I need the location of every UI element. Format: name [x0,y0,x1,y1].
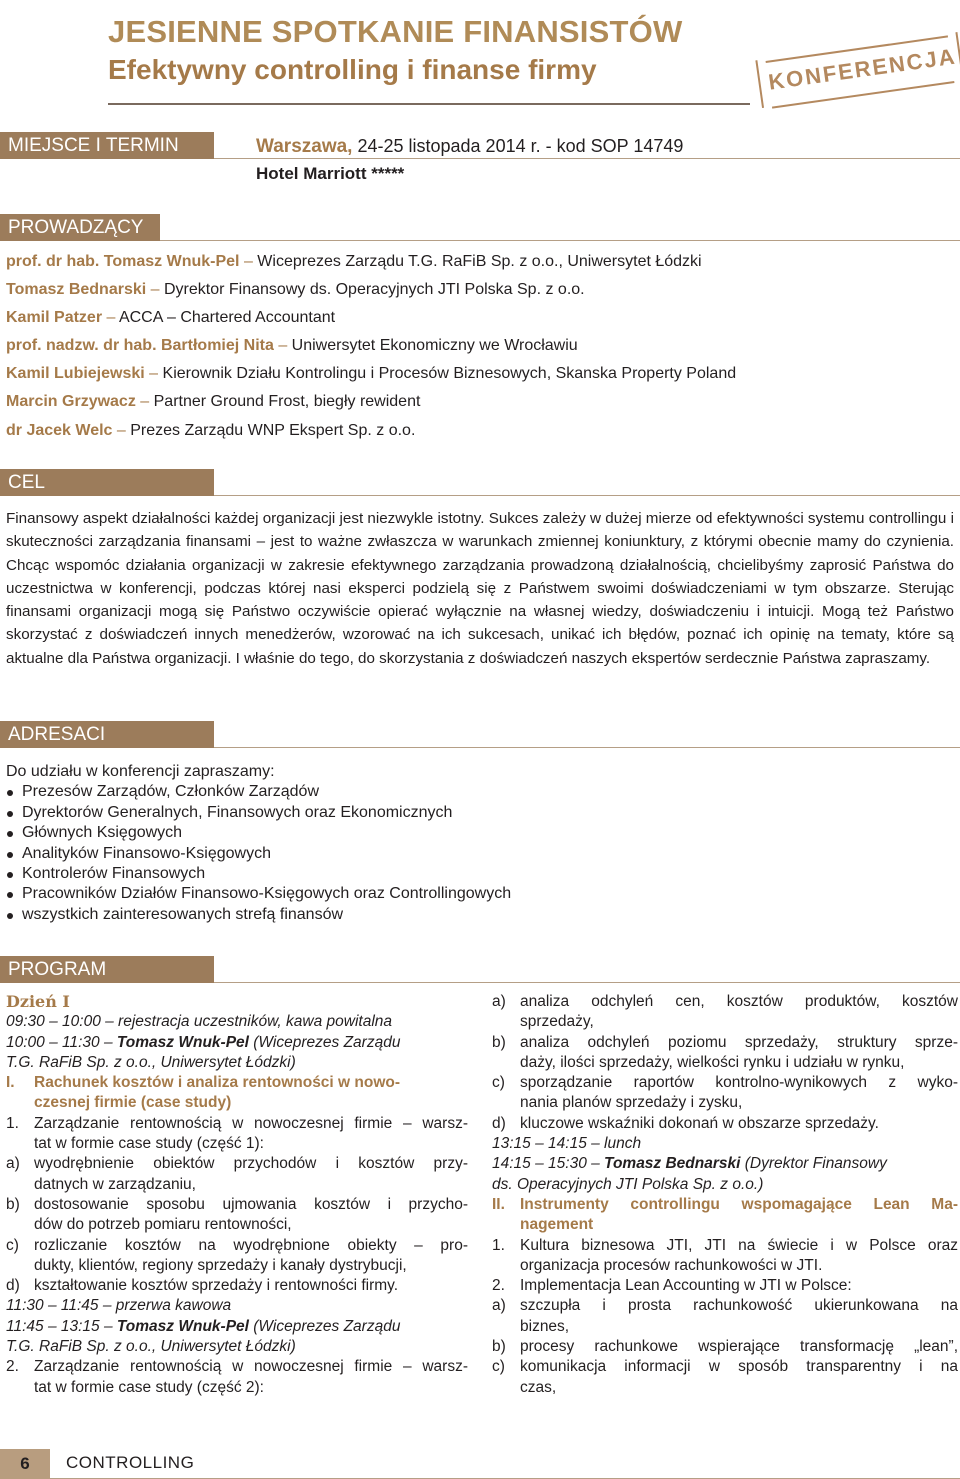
audience-block [6,762,511,925]
program-item [492,992,958,1012]
leader-row [6,308,335,328]
program-item [6,1236,468,1256]
program-speaker-line [6,1317,468,1337]
leader-role: Uniwersytet Ekonomiczny we Wrocławiu [291,337,578,354]
section-header-program: PROGRAM [0,956,214,983]
conference-title: JESIENNE SPOTKANIE FINANSISTÓW [108,14,683,49]
program-item-label: c) [492,1358,505,1376]
leader-separator: – [135,393,154,410]
program-item [492,1337,958,1357]
program-item [492,1012,958,1032]
program-item [492,1276,958,1296]
leader-name: Marcin Grzywacz [6,393,136,410]
leader-role: Prezes Zarządu WNP Ekspert Sp. z o.o. [130,422,416,439]
audience-item: Kontrolerów Finansowych [6,864,511,884]
program-item [492,1236,958,1256]
footer-label: CONTROLLING [66,1453,195,1472]
leader-separator: – [239,253,258,270]
page-number: 6 [0,1449,50,1479]
program-item [6,1195,468,1215]
program-item-text: sprzedaży, [520,1013,594,1031]
place-hotel: Hotel Marriott ***** [256,164,405,183]
leader-role: ACCA – Chartered Accountant [118,309,336,326]
program-item-text: rozliczanie kosztów na wyodrębnione obiekty – pro- [34,1236,468,1254]
section-rule [160,240,960,241]
program-item [492,1033,958,1053]
program-time-line: ds. Operacyjnych JTI Polska Sp. z o.o.) [492,1175,764,1193]
program-item-text: procesy rachunkowe wspierające transformację „lean”, [520,1338,958,1356]
program-item-text: Zarządzanie rentownością w nowoczesnej firmie – warsz- [34,1358,468,1376]
audience-item: Prezesów Zarządów, Członków Zarządów [6,782,511,802]
program-speaker-name: Tomasz Bednarski [604,1155,741,1173]
audience-item: Głównych Księgowych [6,823,511,843]
program-time-line: T.G. RaFiB Sp. z o.o., Uniwersytet Łódzki) [6,1053,296,1071]
program-time-line: 11:30 – 11:45 – przerwa kawowa [6,1297,232,1315]
program-item-label: 1. [6,1114,19,1132]
section-rule [214,982,960,983]
program-item-label: 2. [492,1277,505,1295]
program-item-label: c) [6,1236,19,1254]
leader-name: prof. dr hab. Tomasz Wnuk-Pel [6,253,240,270]
program-item-text: czesnej firmie (case study) [34,1094,232,1112]
program-module-title [492,1215,958,1235]
program-item [492,1053,958,1073]
audience-item: Dyrektorów Generalnych, Finansowych oraz Ekonomicznych [6,803,511,823]
leader-name: dr Jacek Welc [6,422,113,439]
goal-paragraph: Finansowy aspekt działalności każdej organizacji jest niezwykle istotny. Sukces zależy w dużej mierze od efektywności systemu controllingu i skuteczności zarządzania finansami – jest to ważne zwłaszcza w warunkach zmiennej koniunktury, z którymi obecnie mamy do czynienia. Chcąc wspomóc działania organizacji w zakresie efektywnego zarządzania prowadzoną działalnością, chcielibyśmy zaprosić Państwa do uczestnictwa w konferencji, podczas której nasi eksperci podzielą się z Państwem swoimi doświadczeniami w tym obszarze. Sterując finansami organizacji mogą się Państwo oczywiście opierać wyłącznie na własnej wiedzy, doświadczeniu i intuicji. Mogą też Państwo skorzystać z doświadczeń innych menedżerów, wzorować na ich sukcesach, unikać ich błędów, poznać ich opinię na tematy, które są aktualne dla Państwa organizacji. I właśnie do tego, do skorzystania z doświadczeń naszych ekspertów serdecznie Państwa zapraszamy. [6,510,954,667]
program-item-text: organizacja procesów rachunkowości w JTI. [520,1256,823,1274]
leader-name: Tomasz Bednarski [6,281,147,298]
program-time: 10:00 – 11:30 – [6,1033,117,1051]
program-item-text: wyodrębnienie obiektów przychodów i kosztów przy- [34,1155,468,1173]
program-time: 11:45 – 13:15 – [6,1317,117,1335]
program-speaker-role: (Wiceprezes Zarządu [248,1317,401,1335]
program-module-title [492,1195,958,1215]
program-item [492,1093,958,1113]
program-item-label: a) [492,993,506,1010]
leader-role: Partner Ground Frost, biegły rewident [153,393,421,410]
program-item [6,1114,468,1134]
title-underline [108,103,750,105]
program-item-text: czas, [520,1378,557,1396]
leader-row [6,336,578,356]
program-time-line: 09:30 – 10:00 – rejestracja uczestników, kawa powitalna [6,1013,393,1031]
section-rule [214,495,960,496]
program-speaker-line [6,1033,468,1053]
place-city: Warszawa, [256,136,353,157]
program-item [492,1378,958,1398]
program-item-label: d) [6,1277,20,1295]
program-item [6,1134,468,1154]
section-header-audience: ADRESACI [0,721,214,748]
program-item-label: b) [6,1195,20,1213]
program-item-label: b) [492,1338,506,1356]
leader-role: Kierownik Działu Kontrolingu i Procesów Biznesowych, Skanska Property Poland [162,365,737,382]
leader-separator: – [102,309,119,326]
program-speaker-role: (Wiceprezes Zarządu [248,1033,401,1051]
program-item-label: a) [492,1297,506,1315]
program-item-text: daży, ilości sprzedaży, wielkości rynku i udziału w rynku, [520,1053,905,1071]
program-item-label: d) [492,1114,506,1132]
program-module-title [6,1073,468,1093]
audience-item: Pracowników Działów Finansowo-Księgowych oraz Controllingowych [6,884,511,904]
program-item-text: analiza odchyleń cen, kosztów produktów, kosztów [520,993,958,1010]
conference-subtitle: Efektywny controlling i finanse firmy [108,54,597,85]
program-item-text: komunikacja informacji w sposób transparentny i na [520,1358,958,1376]
place-date-text: 24-25 listopada 2014 r. - kod SOP 14749 [357,136,684,156]
leader-row [6,280,585,300]
program-item-text: dukty, klientów, regiony sprzedaży i kanały dystrybucji, [34,1256,407,1274]
program-item [492,1357,958,1377]
program-speaker-line [492,1154,958,1174]
program-item-label: 1. [492,1236,505,1254]
program-item-text: Instrumenty controllingu wspomagające Lean Ma- [520,1195,958,1213]
audience-intro: Do udziału w konferencji zapraszamy: [6,763,275,780]
program-item [492,1073,958,1093]
program-right-column [492,992,958,1398]
program-left-column [6,992,468,1398]
program-time-line: 13:15 – 14:15 – lunch [492,1135,642,1153]
program-item-text: kluczowe wskaźniki dokonań w obszarze sprzedaży. [520,1114,879,1132]
audience-list [6,782,511,925]
leader-name: Kamil Lubiejewski [6,365,145,382]
program-item-text: nania planów sprzedaży i zysku, [520,1094,743,1112]
section-header-goal: CEL [0,469,214,496]
program-speaker-name: Tomasz Wnuk-Pel [116,1317,249,1335]
leader-separator: – [144,365,163,382]
program-day-heading: Dzień I [6,992,70,1011]
program-item-text: datnych w zarządzaniu, [34,1175,196,1193]
program-item-text: analiza odchyleń poziomu sprzedaży, struktury sprze- [520,1033,958,1051]
leader-row [6,392,420,412]
section-header-place: MIEJSCE I TERMIN [0,132,214,159]
leader-separator: – [273,337,292,354]
program-item-text: tat w formie case study (część 1): [34,1135,264,1153]
section-header-leaders: PROWADZĄCY [0,214,160,241]
program-item [6,1154,468,1174]
stamp-text: KONFERENCJA [766,43,958,95]
program-time: 14:15 – 15:30 – [492,1155,605,1173]
program-item-label: 2. [6,1358,19,1376]
program-time-line: T.G. RaFiB Sp. z o.o., Uniwersytet Łódzki) [6,1338,296,1356]
program-item-text: biznes, [520,1317,570,1335]
program-item-text: Zarządzanie rentownością w nowoczesnej firmie – warsz- [34,1114,468,1132]
program-item-text: kształtowanie kosztów sprzedaży i rentowności firmy. [34,1277,399,1295]
program-item-label: c) [492,1074,505,1092]
program-item-label: a) [6,1155,20,1173]
program-item [492,1296,958,1316]
leader-row [6,421,415,441]
program-item-text: Kultura biznesowa JTI, JTI na świecie i w Polsce oraz [520,1236,958,1254]
place-date [256,136,683,158]
leader-row [6,252,702,272]
program-item-text: dostosowanie sposobu ujmowania kosztów i przycho- [34,1195,468,1213]
program-item [6,1276,468,1296]
program-item-text: Rachunek kosztów i analiza rentowności w nowo- [34,1074,401,1092]
leader-separator: – [146,281,164,298]
program-item [6,1378,468,1398]
program-item [6,1175,468,1195]
leader-role: Dyrektor Finansowy ds. Operacyjnych JTI Polska Sp. z o.o. [164,281,585,298]
audience-item: wszystkich zainteresowanych strefą finansów [6,905,511,925]
leader-name: Kamil Patzer [6,309,103,326]
program-item-text: szczupła i prosta rachunkowość ukierunkowana na [520,1297,958,1315]
program-item-label: II. [492,1195,505,1213]
program-item [492,1256,958,1276]
program-item [492,1317,958,1337]
program-item [6,1256,468,1276]
program-speaker-name: Tomasz Wnuk-Pel [116,1033,249,1051]
program-item-text: Implementacja Lean Accounting w JTI w Polsce: [520,1277,852,1295]
leader-role: Wiceprezes Zarządu T.G. RaFiB Sp. z o.o., Uniwersytet Łódzki [257,253,702,270]
program-item-text: dów do potrzeb pomiaru rentowności, [34,1216,292,1234]
section-rule [214,747,960,748]
program-item [6,1357,468,1377]
leader-name: prof. nadzw. dr hab. Bartłomiej Nita [6,337,274,354]
program-module-title [6,1093,468,1113]
program-item-label: I. [6,1074,15,1092]
program-item-text: sporządzanie raportów kontrolno-wynikowych z wyko- [520,1074,958,1092]
program-speaker-role: (Dyrektor Finansowy [740,1155,887,1173]
program-item-label: b) [492,1033,506,1051]
leader-row [6,364,736,384]
leader-separator: – [112,422,131,439]
audience-item: Analityków Finansowo-Księgowych [6,844,511,864]
section-rule [214,158,960,159]
konferencja-stamp [766,35,958,108]
program-item [6,1215,468,1235]
program-item-text: nagement [520,1216,594,1234]
program-item [492,1114,958,1134]
program-item-text: tat w formie case study (część 2): [34,1378,264,1396]
